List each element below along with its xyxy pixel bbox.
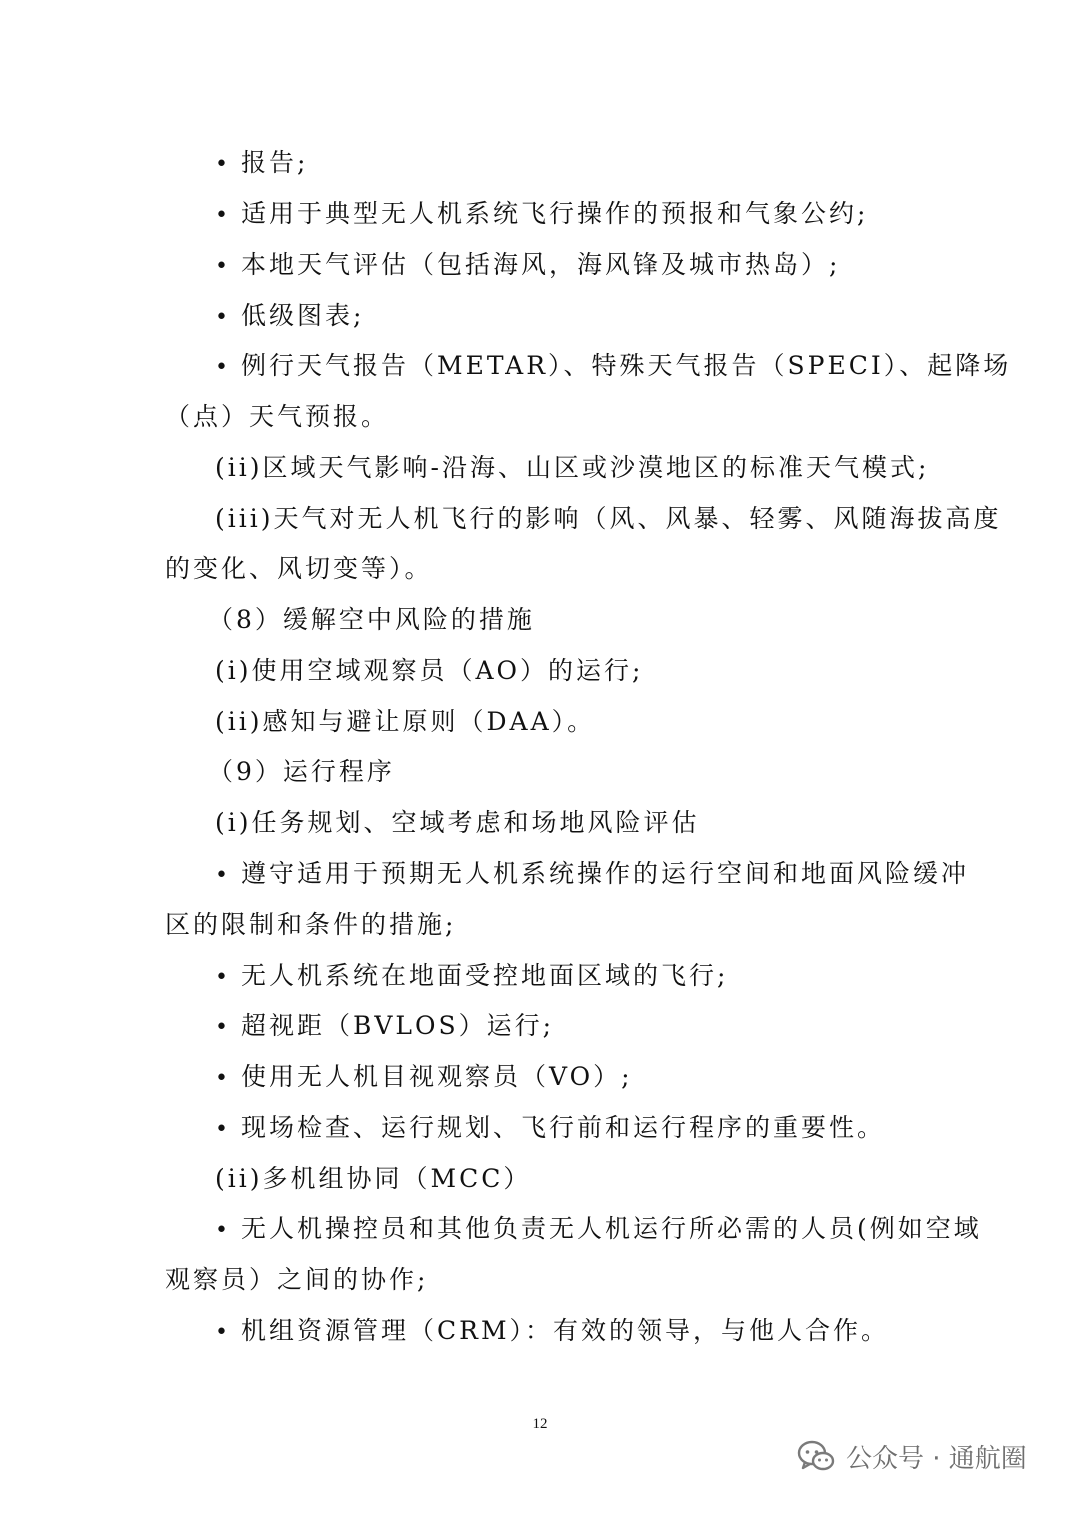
paragraph-line: 区的限制和条件的措施; [165,910,457,939]
paragraph-line: (i)使用空域观察员（AO）的运行; [215,656,644,685]
page-number: 12 [532,1416,548,1432]
bullet-line: • 本地天气评估（包括海风，海风锋及城市热岛）; [215,250,840,282]
bullet-line: • 使用无人机目视观察员（VO）; [215,1062,633,1094]
bullet-line: • 报告; [215,148,308,180]
bullet-line: • 超视距（BVLOS）运行; [215,1011,554,1043]
bullet-line: • 低级图表; [215,301,364,333]
paragraph-line: (ii)区域天气影响-沿海、山区或沙漠地区的标准天气模式; [215,453,930,482]
paragraph-line: (i)任务规划、空域考虑和场地风险评估 [215,808,700,837]
bullet-line: • 现场检查、运行规划、飞行前和运行程序的重要性。 [215,1113,885,1145]
watermark-text: 公众号 · 通航圈 [846,1443,1027,1474]
bullet-line: • 适用于典型无人机系统飞行操作的预报和气象公约; [215,199,868,231]
paragraph-line: （点）天气预报。 [165,402,390,431]
paragraph-line: 观察员）之间的协作; [165,1265,429,1294]
bullet-line: • 无人机系统在地面受控地面区域的飞行; [215,961,728,993]
bullet-line: • 机组资源管理（CRM）：有效的领导，与他人合作。 [215,1316,889,1348]
section-heading: （9）运行程序 [208,757,395,786]
paragraph-line: 的变化、风切变等）。 [165,554,433,583]
paragraph-line: (ii)多机组协同（MCC） [215,1164,532,1193]
wechat-icon [796,1436,836,1476]
paragraph-line: (iii)天气对无人机飞行的影响（风、风暴、轻雾、风随海拔高度 [215,504,1002,533]
paragraph-line: (ii)感知与避让原则（DAA）。 [215,707,596,736]
watermark [796,1434,1027,1478]
bullet-line: • 无人机操控员和其他负责无人机运行所必需的人员(例如空域 [215,1214,982,1246]
bullet-line: • 例行天气报告（METAR）、特殊天气报告（SPECI）、起降场 [215,351,1011,383]
bullet-line: • 遵守适用于预期无人机系统操作的运行空间和地面风险缓冲 [215,859,969,891]
section-heading: （8）缓解空中风险的措施 [208,605,535,634]
